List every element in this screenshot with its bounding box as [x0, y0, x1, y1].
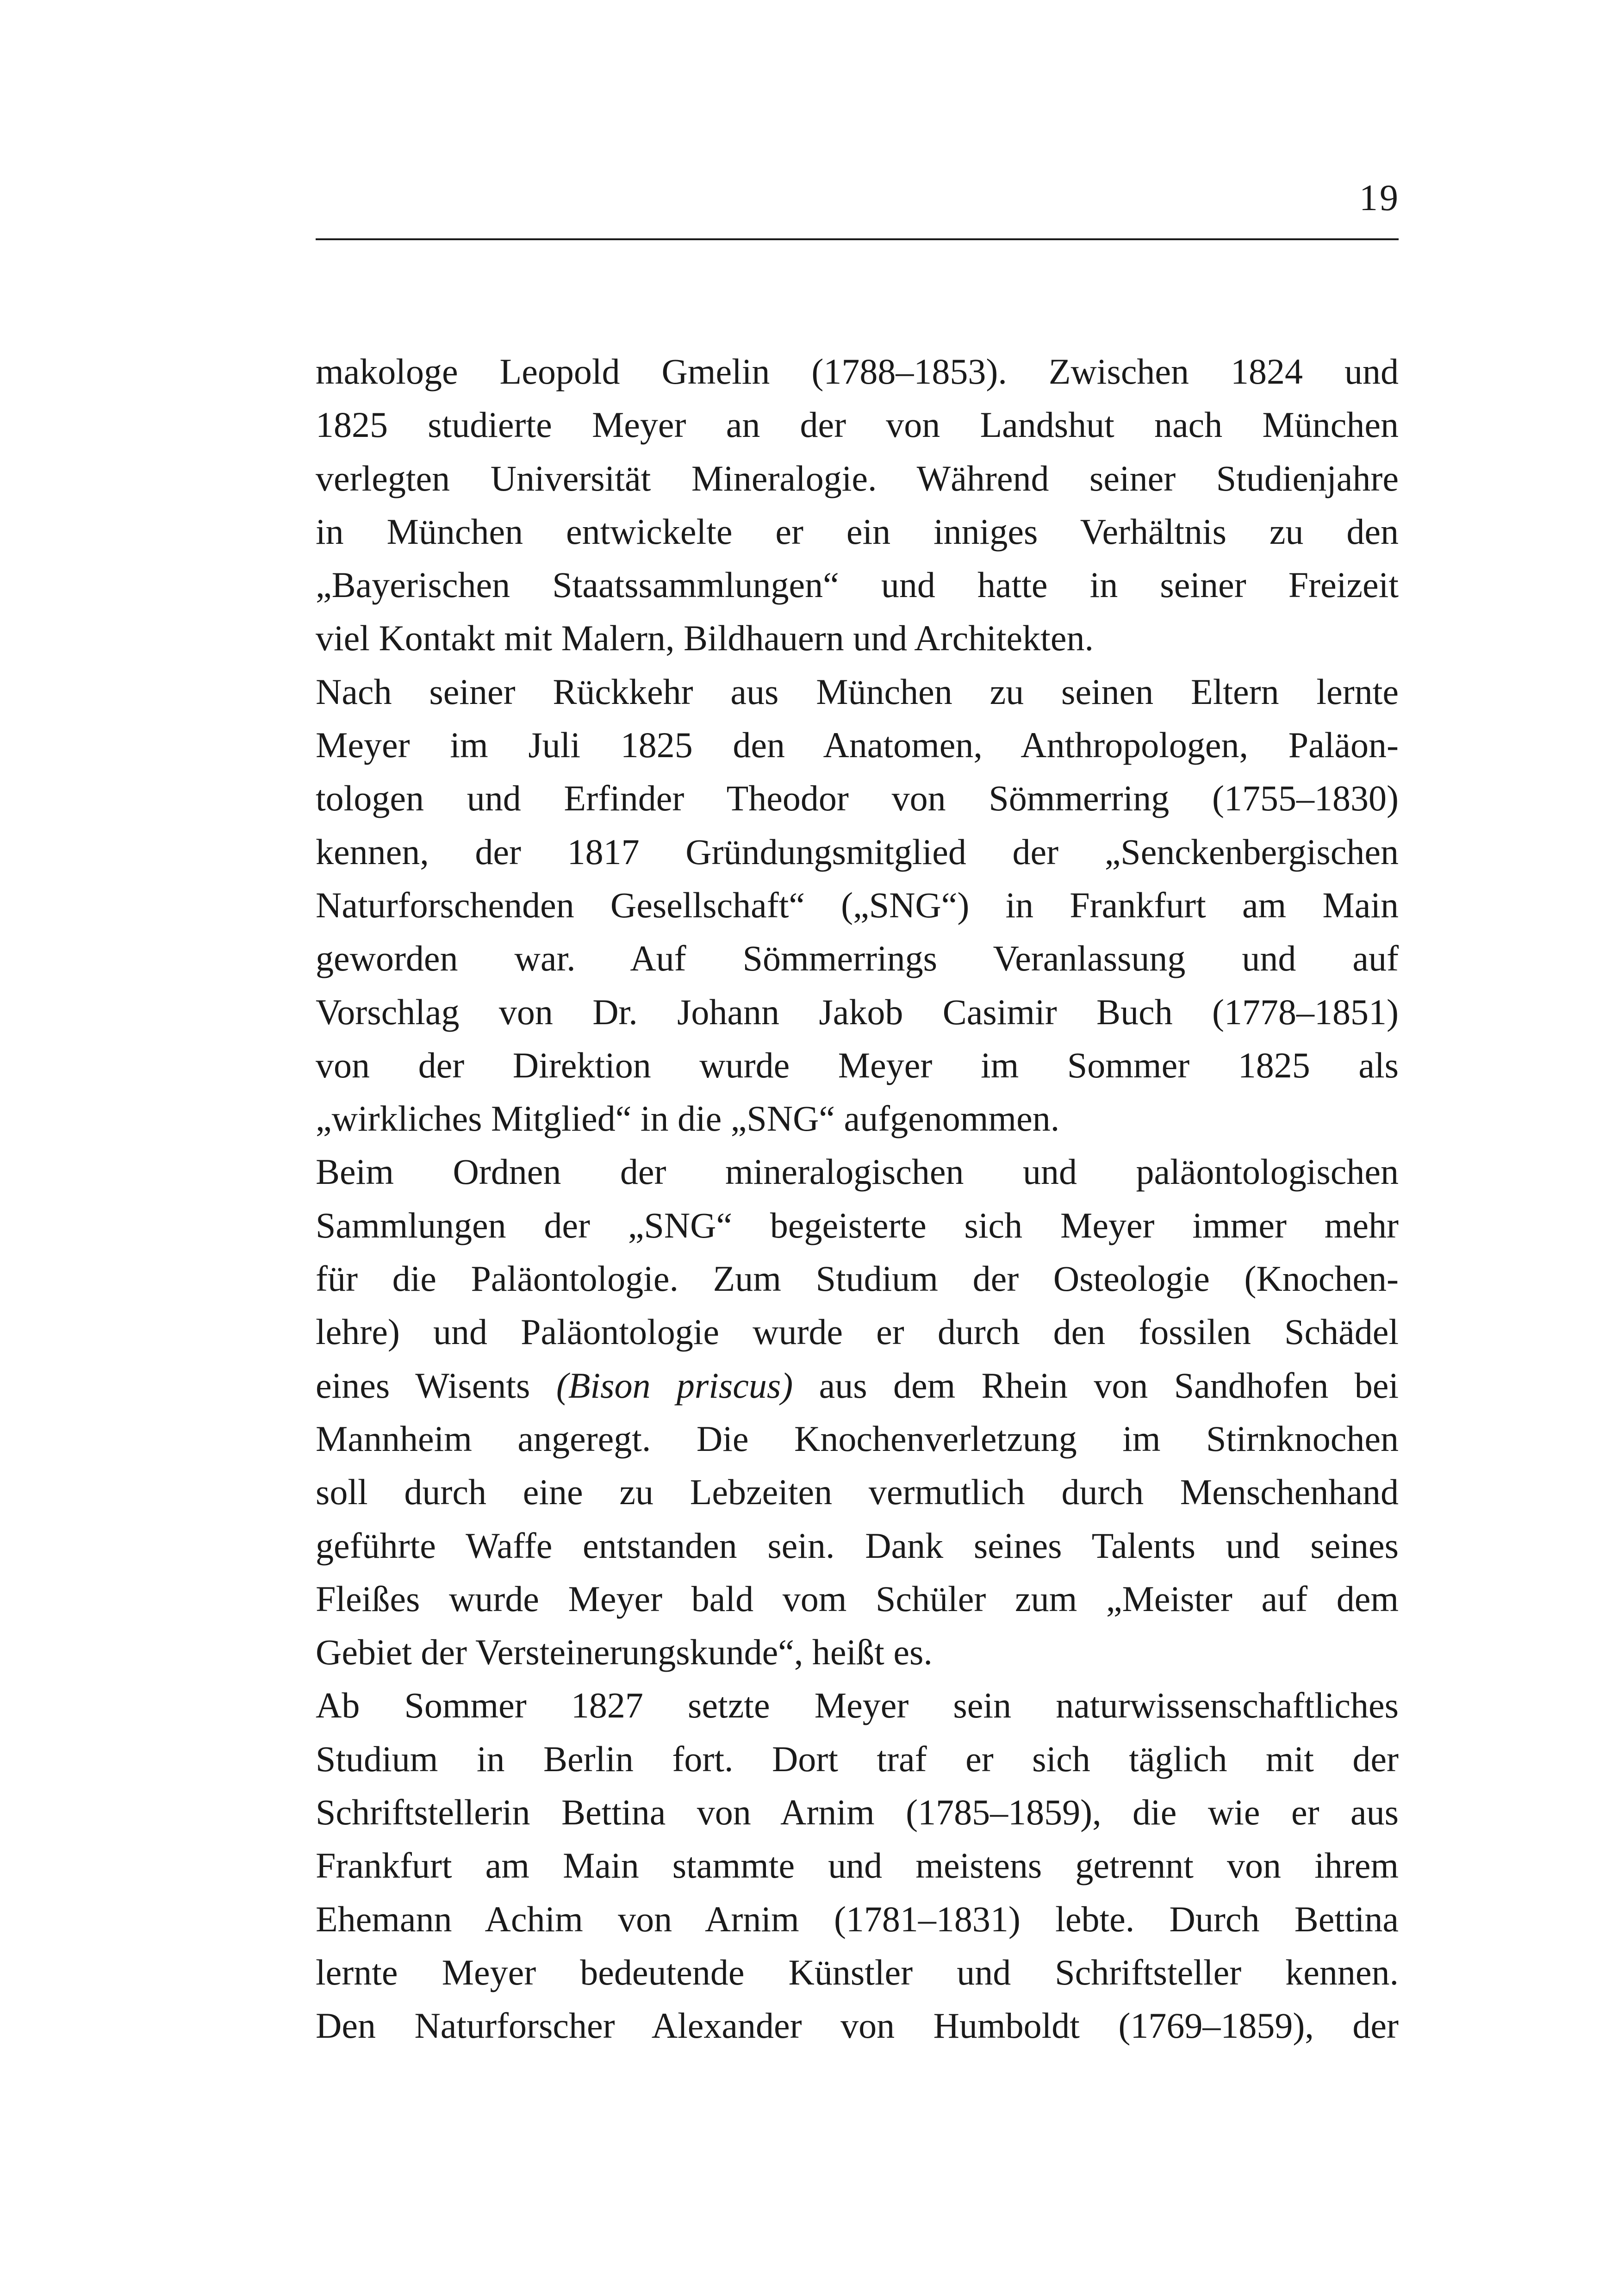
- text-line: Den Naturforscher Alexander von Humboldt (1769–1859), der: [316, 2005, 1399, 2046]
- text-segment: eines Wisents: [316, 1365, 556, 1406]
- text-line: soll durch eine zu Lebzeiten vermutlich durch Menschenhand: [316, 1472, 1399, 1512]
- text-line: Studium in Berlin fort. Dort traf er sich täglich mit der: [316, 1738, 1399, 1779]
- text-line: Schriftstellerin Bettina von Arnim (1785–1859), die wie er aus: [316, 1792, 1399, 1833]
- text-line: Meyer im Juli 1825 den Anatomen, Anthropologen, Paläon-: [316, 725, 1399, 765]
- text-line: Ab Sommer 1827 setzte Meyer sein naturwissenschaftliches: [316, 1685, 1399, 1726]
- header-rule: [316, 238, 1399, 240]
- text-line: [316, 1359, 1399, 1412]
- text-line: Beim Ordnen der mineralogischen und paläontologischen: [316, 1151, 1399, 1192]
- text-line: Vorschlag von Dr. Johann Jakob Casimir Buch (1778–1851): [316, 991, 1399, 1032]
- text-line: geworden war. Auf Sömmerrings Veranlassung und auf: [316, 938, 1399, 979]
- page-number: 19: [1359, 178, 1400, 218]
- text-line: geführte Waffe entstanden sein. Dank seines Talents und seines: [316, 1525, 1399, 1566]
- text-line: lehre) und Paläontologie wurde er durch den fossilen Schädel: [316, 1312, 1399, 1352]
- species-name: (Bison priscus): [556, 1365, 793, 1406]
- text-line: „wirkliches Mitglied“ in die „SNG“ aufgenommen.: [316, 1098, 1060, 1139]
- text-line: Naturforschenden Gesellschaft“ („SNG“) in Frankfurt am Main: [316, 884, 1399, 925]
- text-line: Nach seiner Rückkehr aus München zu seinen Eltern lernte: [316, 671, 1399, 712]
- text-line: Ehemann Achim von Arnim (1781–1831) lebte. Durch Bettina: [316, 1898, 1399, 1939]
- text-line: Gebiet der Versteinerungskunde“, heißt es.: [316, 1632, 933, 1673]
- body-text: [316, 345, 1399, 2053]
- text-line: für die Paläontologie. Zum Studium der Osteologie (Knochen-: [316, 1258, 1399, 1299]
- text-line: „Bayerischen Staatssammlungen“ und hatte in seiner Freizeit: [316, 565, 1399, 605]
- text-segment: aus dem Rhein von Sandhofen bei: [819, 1365, 1399, 1406]
- text-line: 1825 studierte Meyer an der von Landshut nach München: [316, 404, 1399, 445]
- text-line: Frankfurt am Main stammte und meistens getrennt von ihrem: [316, 1845, 1399, 1886]
- text-line: kennen, der 1817 Gründungsmitglied der „Senckenbergischen: [316, 831, 1399, 872]
- text-line: tologen und Erfinder Theodor von Sömmerring (1755–1830): [316, 778, 1399, 819]
- text-line: Sammlungen der „SNG“ begeisterte sich Meyer immer mehr: [316, 1205, 1399, 1245]
- text-line: Fleißes wurde Meyer bald vom Schüler zum „Meister auf dem: [316, 1578, 1399, 1619]
- text-line: Mannheim angeregt. Die Knochenverletzung im Stirnknochen: [316, 1418, 1399, 1459]
- text-line: makologe Leopold Gmelin (1788–1853). Zwischen 1824 und: [316, 351, 1399, 392]
- text-line: in München entwickelte er ein inniges Verhältnis zu den: [316, 511, 1399, 552]
- text-line: von der Direktion wurde Meyer im Sommer 1825 als: [316, 1045, 1399, 1085]
- text-line: lernte Meyer bedeutende Künstler und Schriftsteller kennen.: [316, 1952, 1399, 1992]
- text-line: viel Kontakt mit Malern, Bildhauern und Architekten.: [316, 618, 1094, 659]
- text-line: verlegten Universität Mineralogie. Während seiner Studienjahre: [316, 458, 1399, 498]
